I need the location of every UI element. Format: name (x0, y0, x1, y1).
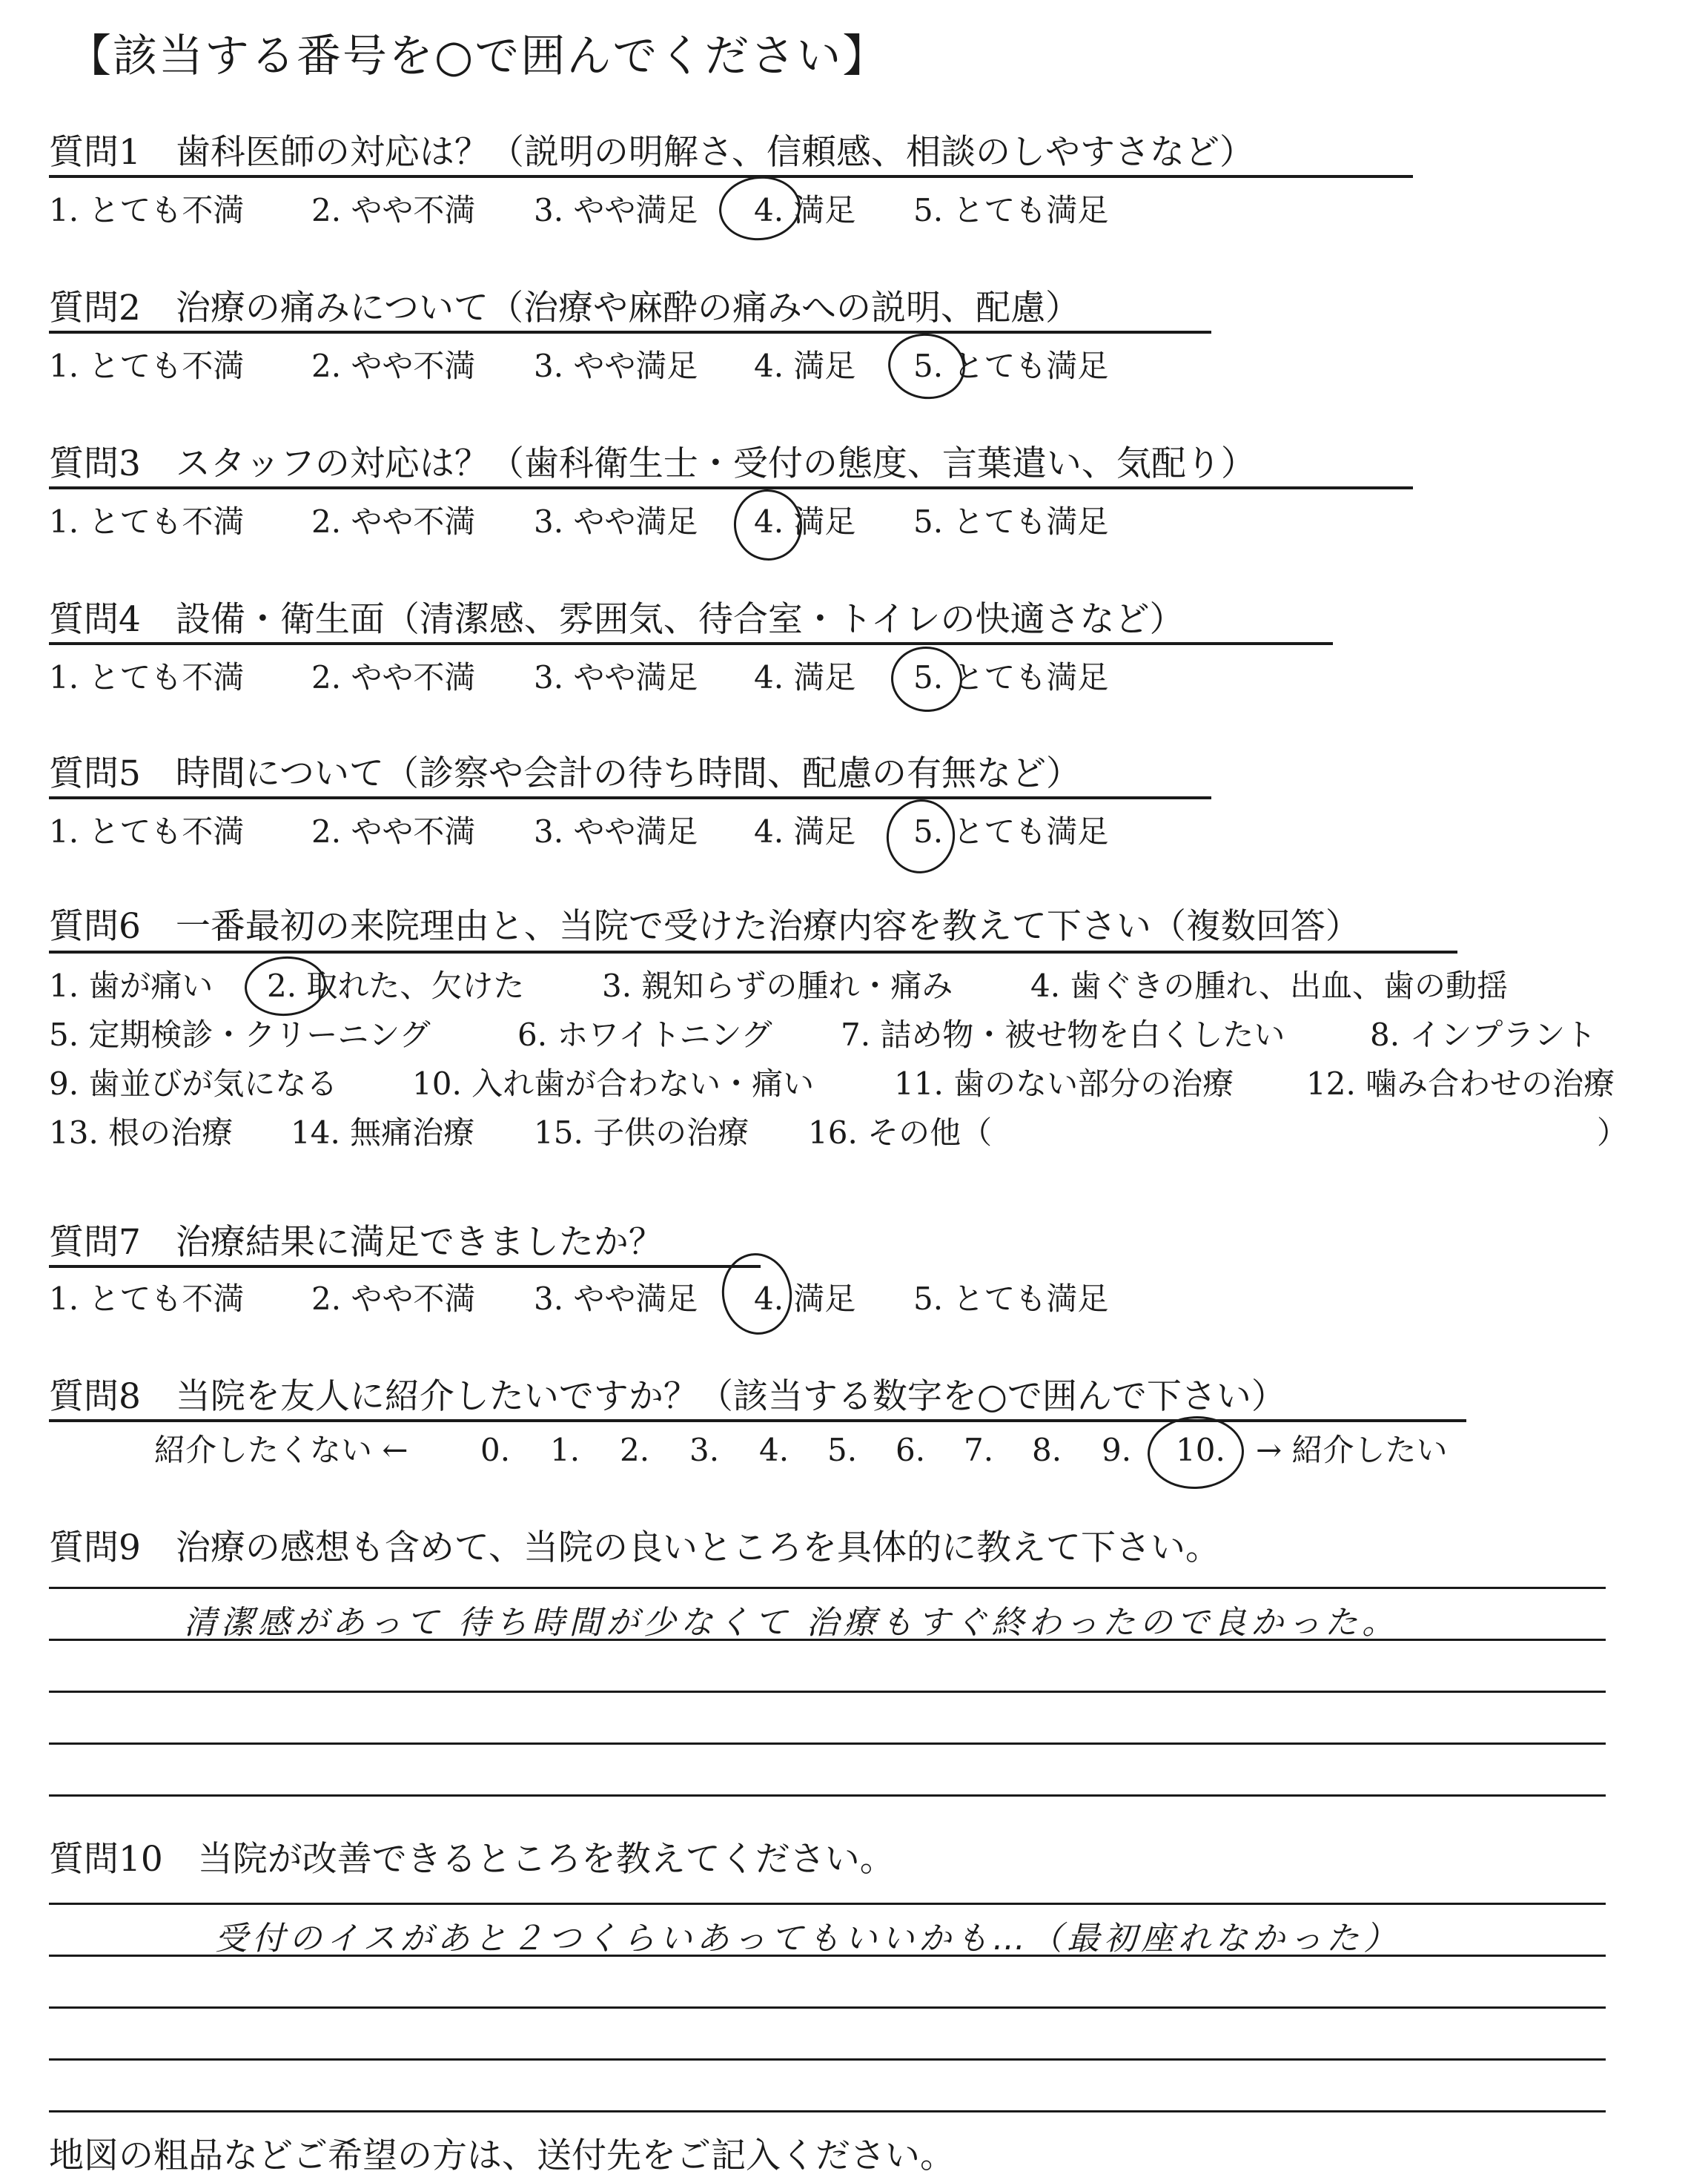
option-1[interactable]: 1. とても不満 (49, 192, 245, 228)
selected-circle-q1 (716, 172, 804, 244)
question-4-underline (49, 642, 1333, 645)
scale-9[interactable]: 9. (1102, 1432, 1132, 1468)
scale-5[interactable]: 5. (827, 1432, 858, 1468)
question-8-underline (49, 1419, 1466, 1422)
question-2-underline (49, 331, 1211, 334)
option-10[interactable]: 10. 入れ歯が合わない・痛い (412, 1066, 815, 1102)
question-10-answer[interactable]: 受付のイスがあと２つくらいあってもいいかも…（最初座れなかった） (215, 1920, 1401, 1958)
footer-note: 地図の粗品などご希望の方は、送付先をご記入ください。 (49, 2135, 955, 2176)
scale-3[interactable]: 3. (689, 1432, 720, 1468)
question-9-answer[interactable]: 清潔感があって 待ち時間が少なくて 治療もすぐ終わったので良かった。 (184, 1604, 1400, 1642)
option-5[interactable]: 5. とても満足 (913, 503, 1109, 540)
option-2[interactable]: 2. やや不満 (311, 1281, 476, 1317)
question-6-underline (49, 951, 1457, 954)
scale-6[interactable]: 6. (896, 1432, 926, 1468)
question-2-label: 質問2 治療の痛みについて（治療や麻酔の痛みへの説明、配慮） (49, 288, 1081, 328)
scale-4[interactable]: 4. (759, 1432, 790, 1468)
option-4[interactable]: 4. 満足 (754, 1281, 856, 1317)
option-3[interactable]: 3. やや満足 (534, 659, 698, 696)
option-16-other-close: ） (1597, 1114, 1629, 1151)
option-9[interactable]: 9. 歯並びが気になる (49, 1066, 338, 1102)
option-2[interactable]: 2. やや不満 (311, 503, 476, 540)
selected-circle-q4 (888, 643, 966, 716)
option-13[interactable]: 13. 根の治療 (49, 1114, 234, 1151)
scale-2[interactable]: 2. (620, 1432, 650, 1468)
option-8[interactable]: 8. インプラント (1370, 1017, 1597, 1053)
question-3-label: 質問3 スタッフの対応は？（歯科衛生士・受付の態度、言葉遣い、気配り） (49, 443, 1256, 484)
option-1[interactable]: 1. とても不満 (49, 813, 245, 850)
option-3[interactable]: 3. やや満足 (534, 1281, 698, 1317)
question-3-underline (49, 486, 1413, 489)
selected-circle-q3 (728, 484, 807, 566)
option-4[interactable]: 4. 歯ぐきの腫れ、出血、歯の動揺 (1030, 968, 1508, 1004)
option-2[interactable]: 2. 取れた、欠けた (267, 968, 525, 1004)
option-5[interactable]: 5. とても満足 (913, 192, 1109, 228)
option-5[interactable]: 5. とても満足 (913, 813, 1109, 850)
answer-line (49, 2058, 1606, 2061)
option-2[interactable]: 2. やや不満 (311, 192, 476, 228)
option-4[interactable]: 4. 満足 (754, 503, 856, 540)
option-5[interactable]: 5. 定期検診・クリーニング (49, 1017, 431, 1053)
scale-right-label: → 紹介したい (1256, 1432, 1448, 1468)
question-5-label: 質問5 時間について（診察や会計の待ち時間、配慮の有無など） (49, 753, 1081, 794)
question-7-label: 質問7 治療結果に満足できましたか？ (49, 1222, 663, 1263)
selected-circle-q8 (1146, 1414, 1246, 1492)
option-1[interactable]: 1. 歯が痛い (49, 968, 214, 1004)
answer-line (49, 2006, 1606, 2009)
option-5[interactable]: 5. とても満足 (913, 659, 1109, 696)
question-9-label: 質問9 治療の感想も含めて、当院の良いところを具体的に教えて下さい。 (49, 1527, 1220, 1568)
option-3[interactable]: 3. やや満足 (534, 348, 698, 384)
page-title: 【該当する番号を○で囲んでください】 (67, 30, 889, 82)
option-5[interactable]: 5. とても満足 (913, 1281, 1109, 1317)
option-4[interactable]: 4. 満足 (754, 192, 856, 228)
option-6[interactable]: 6. ホワイトニング (517, 1017, 772, 1053)
question-6-label: 質問6 一番最初の来院理由と、当院で受けた治療内容を教えて下さい（複数回答） (49, 906, 1360, 947)
scale-0[interactable]: 0. (480, 1432, 511, 1468)
question-4-label: 質問4 設備・衛生面（清潔感、雰囲気、待合室・トイレの快適さなど） (49, 599, 1185, 640)
question-7-underline (49, 1265, 761, 1268)
answer-line (49, 1903, 1606, 1905)
option-16-other[interactable]: 16. その他（ (808, 1114, 993, 1151)
answer-line (49, 1587, 1606, 1589)
selected-circle-q6 (242, 954, 328, 1018)
question-1-underline (49, 175, 1413, 178)
question-5-underline (49, 796, 1211, 799)
option-5[interactable]: 5. とても満足 (913, 348, 1109, 384)
answer-line (49, 1691, 1606, 1693)
selected-circle-q2 (884, 328, 969, 404)
selected-circle-q5 (881, 794, 961, 879)
option-1[interactable]: 1. とても不満 (49, 503, 245, 540)
option-2[interactable]: 2. やや不満 (311, 813, 476, 850)
question-8-label: 質問8 当院を友人に紹介したいですか？（該当する数字を○で囲んで下さい） (49, 1376, 1286, 1417)
scale-1[interactable]: 1. (550, 1432, 580, 1468)
scale-7[interactable]: 7. (964, 1432, 994, 1468)
option-12[interactable]: 12. 噛み合わせの治療 (1306, 1066, 1615, 1102)
option-3[interactable]: 3. やや満足 (534, 813, 698, 850)
option-4[interactable]: 4. 満足 (754, 348, 856, 384)
option-4[interactable]: 4. 満足 (754, 659, 856, 696)
option-1[interactable]: 1. とても不満 (49, 659, 245, 696)
option-7[interactable]: 7. 詰め物・被せ物を白くしたい (841, 1017, 1285, 1053)
question-10-label: 質問10 当院が改善できるところを教えてください。 (49, 1839, 895, 1880)
scale-10[interactable]: 10. (1176, 1432, 1225, 1468)
option-3[interactable]: 3. やや満足 (534, 503, 698, 540)
option-11[interactable]: 11. 歯のない部分の治療 (894, 1066, 1234, 1102)
option-3[interactable]: 3. やや満足 (534, 192, 698, 228)
question-1-label: 質問1 歯科医師の対応は？（説明の明解さ、信頼感、相談のしやすさなど） (49, 132, 1255, 173)
option-1[interactable]: 1. とても不満 (49, 1281, 245, 1317)
answer-line (49, 2110, 1606, 2112)
scale-8[interactable]: 8. (1032, 1432, 1062, 1468)
scale-left-label: 紹介したくない ← (154, 1432, 408, 1468)
answer-line (49, 1742, 1606, 1745)
answer-line (49, 1794, 1606, 1797)
option-3[interactable]: 3. 親知らずの腫れ・痛み (602, 968, 953, 1004)
option-2[interactable]: 2. やや不満 (311, 348, 476, 384)
option-15[interactable]: 15. 子供の治療 (534, 1114, 749, 1151)
option-2[interactable]: 2. やや不満 (311, 659, 476, 696)
selected-circle-q7 (717, 1249, 797, 1339)
option-4[interactable]: 4. 満足 (754, 813, 856, 850)
option-1[interactable]: 1. とても不満 (49, 348, 245, 384)
option-14[interactable]: 14. 無痛治療 (291, 1114, 475, 1151)
